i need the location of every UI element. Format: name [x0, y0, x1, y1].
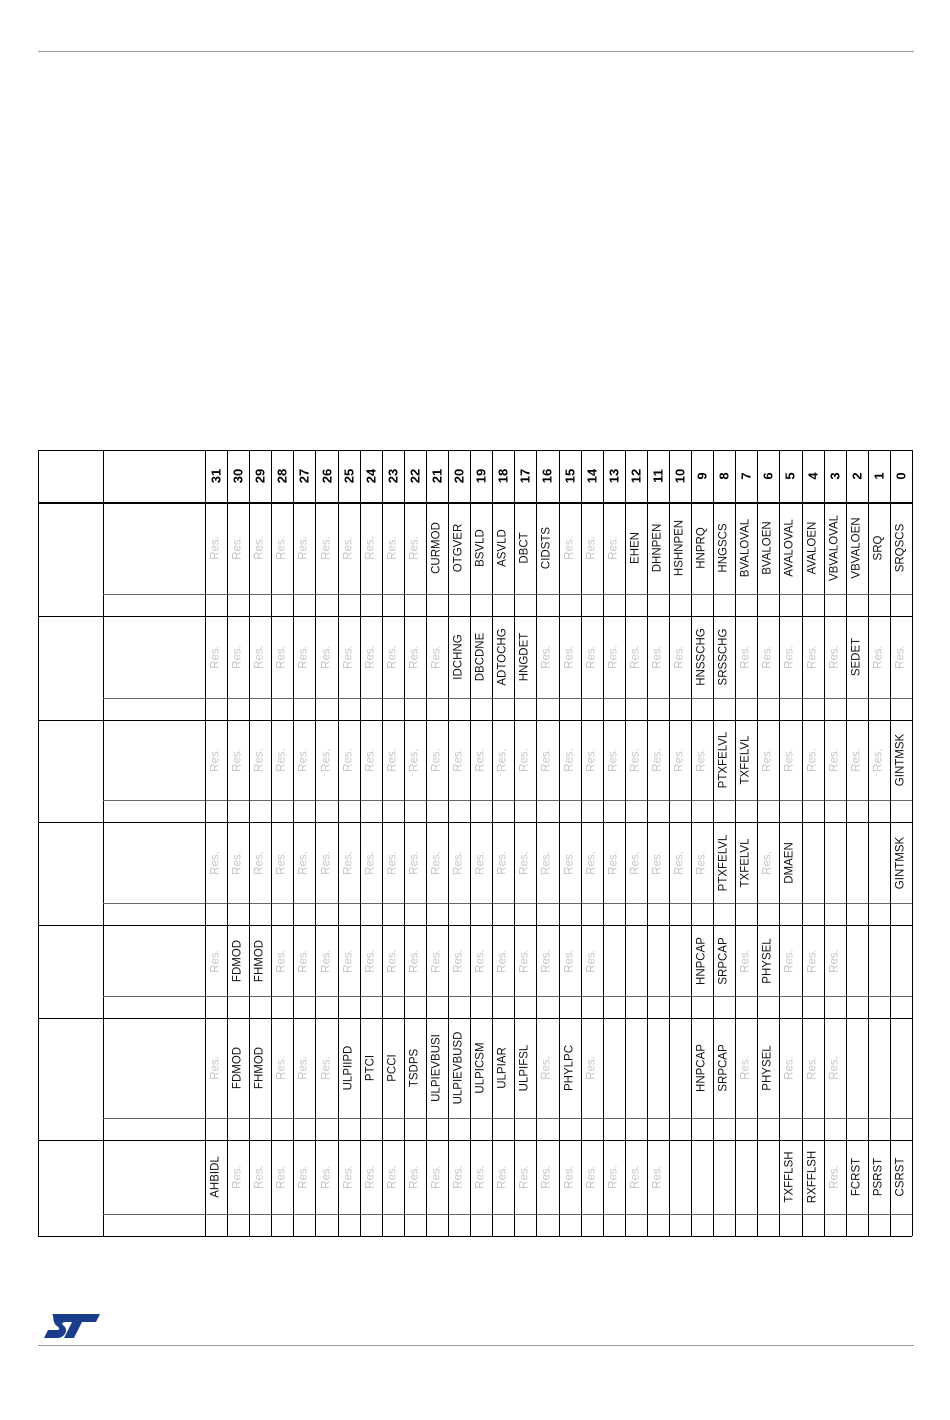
reserved-field: Res. [386, 948, 399, 973]
bit-number-label: 21 [429, 468, 445, 484]
register-field: SRQ [872, 535, 885, 561]
bit-number-label: 13 [606, 468, 622, 484]
table-grid-line [103, 594, 912, 595]
register-field: FCRST [850, 1157, 863, 1197]
reserved-field: Res. [695, 748, 708, 772]
table-grid-line [492, 450, 493, 1236]
reserved-field: Res. [651, 748, 664, 772]
table-grid-line [38, 822, 912, 823]
reserved-field: Res. [275, 645, 288, 669]
bit-number-label: 20 [451, 468, 467, 484]
table-grid-line [581, 450, 582, 1236]
register-field: PTXFELVL [717, 834, 730, 891]
reserved-field: Res. [606, 850, 619, 875]
table-grid-line [360, 450, 361, 1236]
table-grid-line [382, 450, 383, 1236]
reserved-field: Res. [209, 1056, 222, 1080]
table-grid-line [103, 903, 912, 904]
reserved-field: Res. [695, 850, 708, 875]
reserved-field: Res. [319, 1056, 332, 1080]
table-grid-line [669, 450, 670, 1236]
reserved-field: Res. [297, 748, 310, 772]
register-field: AVALOEN [805, 521, 818, 575]
table-grid-line [103, 1118, 912, 1119]
bit-number-label: 22 [407, 468, 423, 484]
table-grid-line [846, 450, 847, 1236]
reserved-field: Res. [341, 1165, 354, 1189]
register-field: ULPIAR [496, 1047, 509, 1089]
reserved-field: Res. [584, 1165, 597, 1189]
bit-number-label: 15 [562, 468, 578, 484]
bit-number-label: 17 [517, 468, 533, 484]
table-grid-line [38, 450, 39, 1236]
reserved-field: Res. [408, 1165, 421, 1189]
bit-number-label: 12 [628, 468, 644, 484]
reserved-field: Res. [783, 1056, 796, 1080]
reserved-field: Res. [629, 850, 642, 875]
register-field: HNGDET [518, 632, 531, 682]
register-field: GINTMSK [894, 836, 907, 889]
reserved-field: Res. [209, 748, 222, 772]
register-field: TXFELVL [739, 735, 752, 785]
reserved-field: Res. [408, 850, 421, 875]
reserved-field: Res. [341, 645, 354, 669]
reserved-field: Res. [584, 948, 597, 973]
reserved-field: Res. [275, 948, 288, 973]
reserved-field: Res. [452, 850, 465, 875]
reserved-field: Res. [452, 748, 465, 772]
bit-number-label: 26 [319, 468, 335, 484]
register-field: TSDPS [408, 1048, 421, 1088]
reserved-field: Res. [341, 850, 354, 875]
table-grid-line [38, 616, 912, 617]
reserved-field: Res. [319, 948, 332, 973]
st-logo [42, 1310, 102, 1340]
reserved-field: Res. [275, 536, 288, 560]
reserved-field: Res. [297, 850, 310, 875]
reserved-field: Res. [739, 948, 752, 973]
register-field: BSVLD [474, 529, 487, 567]
reserved-field: Res. [253, 645, 266, 669]
register-field: ULPICSM [474, 1042, 487, 1094]
register-field: VBVALOEN [850, 517, 863, 579]
table-grid-line [103, 996, 912, 997]
register-field: HSHNPEN [673, 519, 686, 577]
reserved-field: Res. [408, 948, 421, 973]
table-grid-line [227, 450, 228, 1236]
register-field: DHNPEN [651, 523, 664, 573]
reserved-field: Res. [783, 645, 796, 669]
reserved-field: Res. [827, 645, 840, 669]
register-field: HNPCAP [695, 936, 708, 985]
register-field: FHMOD [253, 939, 266, 982]
register-field: TXFFLSH [783, 1151, 796, 1203]
reserved-field: Res. [474, 948, 487, 973]
reserved-field: Res. [452, 948, 465, 973]
bit-number-label: 25 [341, 468, 357, 484]
table-grid-line [271, 450, 272, 1236]
reserved-field: Res. [363, 536, 376, 560]
bit-number-label: 28 [274, 468, 290, 484]
register-field: ULPIFSL [518, 1044, 531, 1092]
register-field: ULPIIPD [341, 1045, 354, 1091]
register-field: GINTMSK [894, 733, 907, 787]
reserved-field: Res. [584, 645, 597, 669]
reserved-field: Res. [319, 645, 332, 669]
table-grid-line [338, 450, 339, 1236]
reserved-field: Res. [518, 850, 531, 875]
bit-number-label: 18 [495, 468, 511, 484]
reserved-field: Res. [363, 948, 376, 973]
reserved-field: Res. [518, 748, 531, 772]
reserved-field: Res. [805, 1056, 818, 1080]
table-grid-line [691, 450, 692, 1236]
table-grid-line [448, 450, 449, 1236]
reserved-field: Res. [651, 645, 664, 669]
register-field: PTCI [363, 1054, 376, 1082]
register-field: SRSSCHG [717, 628, 730, 686]
reserved-field: Res. [584, 850, 597, 875]
register-field: FHMOD [253, 1046, 266, 1090]
bit-number-label: 6 [760, 472, 776, 480]
table-grid-line [38, 1018, 912, 1019]
table-grid-line [293, 450, 294, 1236]
reserved-field: Res. [739, 1056, 752, 1080]
table-grid-line [912, 450, 913, 1236]
reserved-field: Res. [540, 1056, 553, 1080]
reserved-field: Res. [474, 850, 487, 875]
reserved-field: Res. [297, 536, 310, 560]
reserved-field: Res. [275, 748, 288, 772]
reserved-field: Res. [584, 1056, 597, 1080]
table-grid-line [205, 450, 206, 1236]
reserved-field: Res. [408, 536, 421, 560]
reserved-field: Res. [872, 645, 885, 669]
reserved-field: Res. [872, 748, 885, 772]
reserved-field: Res. [894, 645, 907, 669]
reserved-field: Res. [253, 748, 266, 772]
bit-number-label: 3 [827, 472, 843, 480]
reserved-field: Res. [651, 850, 664, 875]
reserved-field: Res. [297, 1056, 310, 1080]
reserved-field: Res. [386, 748, 399, 772]
table-grid-line [38, 1140, 912, 1141]
register-field: PCCI [386, 1054, 399, 1082]
bit-number-label: 10 [672, 468, 688, 484]
register-field: ULPIEVBUSI [430, 1034, 443, 1102]
register-field: ULPIEVBUSD [452, 1031, 465, 1105]
reserved-field: Res. [231, 645, 244, 669]
table-grid-line [802, 450, 803, 1236]
reserved-field: Res. [297, 645, 310, 669]
reserved-field: Res. [341, 948, 354, 973]
reserved-field: Res. [827, 1056, 840, 1080]
reserved-field: Res. [827, 748, 840, 772]
reserved-field: Res. [231, 536, 244, 560]
bit-number-label: 27 [296, 468, 312, 484]
register-field: SEDET [850, 637, 863, 677]
reserved-field: Res. [761, 850, 774, 875]
register-field: TXFELVL [739, 838, 752, 887]
reserved-field: Res. [562, 645, 575, 669]
reserved-field: Res. [783, 748, 796, 772]
reserved-field: Res. [629, 645, 642, 669]
reserved-field: Res. [629, 748, 642, 772]
bit-number-label: 1 [871, 472, 887, 480]
reserved-field: Res. [209, 948, 222, 973]
table-grid-line [868, 450, 869, 1236]
reserved-field: Res. [319, 850, 332, 875]
reserved-field: Res. [562, 850, 575, 875]
register-field: HNSSCHG [695, 628, 708, 686]
reserved-field: Res. [430, 645, 443, 669]
reserved-field: Res. [540, 1165, 553, 1189]
reserved-field: Res. [827, 1165, 840, 1189]
reserved-field: Res. [474, 748, 487, 772]
register-field: HNPRQ [695, 527, 708, 569]
reserved-field: Res. [319, 536, 332, 560]
table-grid-line [315, 450, 316, 1236]
reserved-field: Res. [209, 536, 222, 560]
reserved-field: Res. [761, 645, 774, 669]
bit-number-label: 30 [230, 468, 246, 484]
bit-number-label: 0 [893, 472, 909, 480]
reserved-field: Res. [319, 748, 332, 772]
table-grid-line [514, 450, 515, 1236]
reserved-field: Res. [297, 948, 310, 973]
bit-number-label: 2 [849, 472, 865, 480]
reserved-field: Res. [430, 1165, 443, 1189]
reserved-field: Res. [363, 748, 376, 772]
table-grid-line [559, 450, 560, 1236]
reserved-field: Res. [518, 948, 531, 973]
table-grid-line [38, 450, 912, 451]
register-field: SRPCAP [717, 936, 730, 985]
reserved-field: Res. [209, 645, 222, 669]
reserved-field: Res. [386, 645, 399, 669]
register-field: VBVALOVAL [827, 514, 840, 582]
register-field: CURMOD [430, 522, 443, 574]
reserved-field: Res. [253, 536, 266, 560]
reserved-field: Res. [253, 850, 266, 875]
register-field: FDMOD [231, 1046, 244, 1090]
register-field: ASVLD [496, 529, 509, 567]
table-grid-line [735, 450, 736, 1236]
table-grid-line [779, 450, 780, 1236]
reserved-field: Res. [408, 748, 421, 772]
reserved-field: Res. [253, 1165, 266, 1189]
register-field: BVALOVAL [739, 518, 752, 578]
table-grid-line [470, 450, 471, 1236]
table-grid-line [757, 450, 758, 1236]
register-field: SRPCAP [717, 1044, 730, 1092]
bit-number-label: 16 [539, 468, 555, 484]
reserved-field: Res. [386, 536, 399, 560]
bit-number-label: 14 [584, 468, 600, 484]
reserved-field: Res. [231, 1165, 244, 1189]
table-grid-line [603, 450, 604, 1236]
reserved-field: Res. [430, 948, 443, 973]
reserved-field: Res. [430, 850, 443, 875]
reserved-field: Res. [805, 645, 818, 669]
table-grid-line [404, 450, 405, 1236]
reserved-field: Res. [562, 948, 575, 973]
reserved-field: Res. [518, 1165, 531, 1189]
reserved-field: Res. [805, 948, 818, 973]
register-field: CIDSTS [540, 526, 553, 570]
table-grid-line [249, 450, 250, 1236]
reserved-field: Res. [606, 645, 619, 669]
bit-number-label: 31 [208, 468, 224, 484]
reserved-field: Res. [651, 1165, 664, 1189]
reserved-field: Res. [540, 748, 553, 772]
register-field: DBCDNE [474, 632, 487, 682]
reserved-field: Res. [673, 748, 686, 772]
reserved-field: Res. [408, 645, 421, 669]
bit-number-label: 11 [650, 469, 666, 483]
reserved-field: Res. [231, 850, 244, 875]
register-field: HNGSCS [717, 523, 730, 573]
bit-number-label: 4 [805, 472, 821, 480]
register-field: IDCHNG [452, 634, 465, 680]
reserved-field: Res. [297, 1165, 310, 1189]
reserved-field: Res. [496, 1165, 509, 1189]
table-grid-line [536, 450, 537, 1236]
table-grid-line [38, 925, 912, 926]
reserved-field: Res. [540, 850, 553, 875]
register-field: OTGVER [452, 523, 465, 573]
register-field: RXFFLSH [805, 1150, 818, 1204]
reserved-field: Res. [363, 645, 376, 669]
register-field: BVALOEN [761, 521, 774, 575]
register-field: HNPCAP [695, 1044, 708, 1092]
table-grid-line [38, 1236, 912, 1237]
table-grid-line [38, 502, 912, 504]
reserved-field: Res. [739, 645, 752, 669]
reserved-field: Res. [363, 850, 376, 875]
table-grid-line [103, 698, 912, 699]
reserved-field: Res. [341, 536, 354, 560]
table-grid-line [426, 450, 427, 1236]
reserved-field: Res. [850, 748, 863, 772]
reserved-field: Res. [341, 748, 354, 772]
reserved-field: Res. [386, 1165, 399, 1189]
register-field: PHYSEL [761, 1045, 774, 1091]
reserved-field: Res. [474, 1165, 487, 1189]
reserved-field: Res. [562, 1165, 575, 1189]
reserved-field: Res. [540, 645, 553, 669]
reserved-field: Res. [805, 748, 818, 772]
reserved-field: Res. [231, 748, 244, 772]
register-field: DBCT [518, 532, 531, 564]
bit-number-label: 29 [252, 468, 268, 484]
reserved-field: Res. [386, 850, 399, 875]
reserved-field: Res. [540, 948, 553, 973]
reserved-field: Res. [673, 850, 686, 875]
reserved-field: Res. [584, 536, 597, 560]
reserved-field: Res. [496, 850, 509, 875]
reserved-field: Res. [319, 1165, 332, 1189]
bit-number-label: 8 [716, 472, 732, 480]
reserved-field: Res. [562, 536, 575, 560]
bit-number-label: 24 [363, 468, 379, 484]
reserved-field: Res. [606, 1165, 619, 1189]
reserved-field: Res. [606, 536, 619, 560]
register-field: CSRST [894, 1157, 907, 1197]
reserved-field: Res. [275, 1056, 288, 1080]
register-field: PHYSEL [761, 937, 774, 984]
bit-number-label: 7 [738, 472, 754, 480]
reserved-field: Res. [275, 850, 288, 875]
register-field: SRQSCS [894, 523, 907, 573]
bit-number-label: 19 [473, 468, 489, 484]
table-grid-line [890, 450, 891, 1236]
reserved-field: Res. [275, 1165, 288, 1189]
table-grid-line [625, 450, 626, 1236]
register-field: DMAEN [783, 841, 796, 884]
table-grid-line [103, 1214, 912, 1215]
bit-number-label: 5 [782, 472, 798, 480]
bit-number-label: 23 [385, 468, 401, 484]
reserved-field: Res. [629, 1165, 642, 1189]
reserved-field: Res. [827, 948, 840, 973]
register-field: PSRST [872, 1157, 885, 1197]
reserved-field: Res. [761, 748, 774, 772]
footer-rule [38, 1345, 914, 1346]
register-field: FDMOD [231, 939, 244, 982]
table-grid-line [38, 720, 912, 721]
reserved-field: Res. [783, 948, 796, 973]
register-field: PHYLPC [562, 1044, 575, 1092]
reserved-field: Res. [562, 748, 575, 772]
reserved-field: Res. [496, 948, 509, 973]
reserved-field: Res. [496, 748, 509, 772]
reserved-field: Res. [673, 645, 686, 669]
reserved-field: Res. [452, 1165, 465, 1189]
bit-number-label: 9 [694, 472, 710, 480]
table-grid-line [713, 450, 714, 1236]
register-field: ADTOCHG [496, 628, 509, 686]
reserved-field: Res. [209, 850, 222, 875]
register-field: AVALOVAL [783, 519, 796, 577]
register-field: EHEN [629, 532, 642, 564]
table-grid-line [647, 450, 648, 1236]
reserved-field: Res. [606, 748, 619, 772]
reserved-field: Res. [363, 1165, 376, 1189]
reserved-field: Res. [584, 748, 597, 772]
table-grid-line [824, 450, 825, 1236]
reserved-field: Res. [430, 748, 443, 772]
register-field: PTXFELVL [717, 731, 730, 789]
table-grid-line [103, 800, 912, 801]
register-field: AHBIDL [209, 1156, 222, 1198]
